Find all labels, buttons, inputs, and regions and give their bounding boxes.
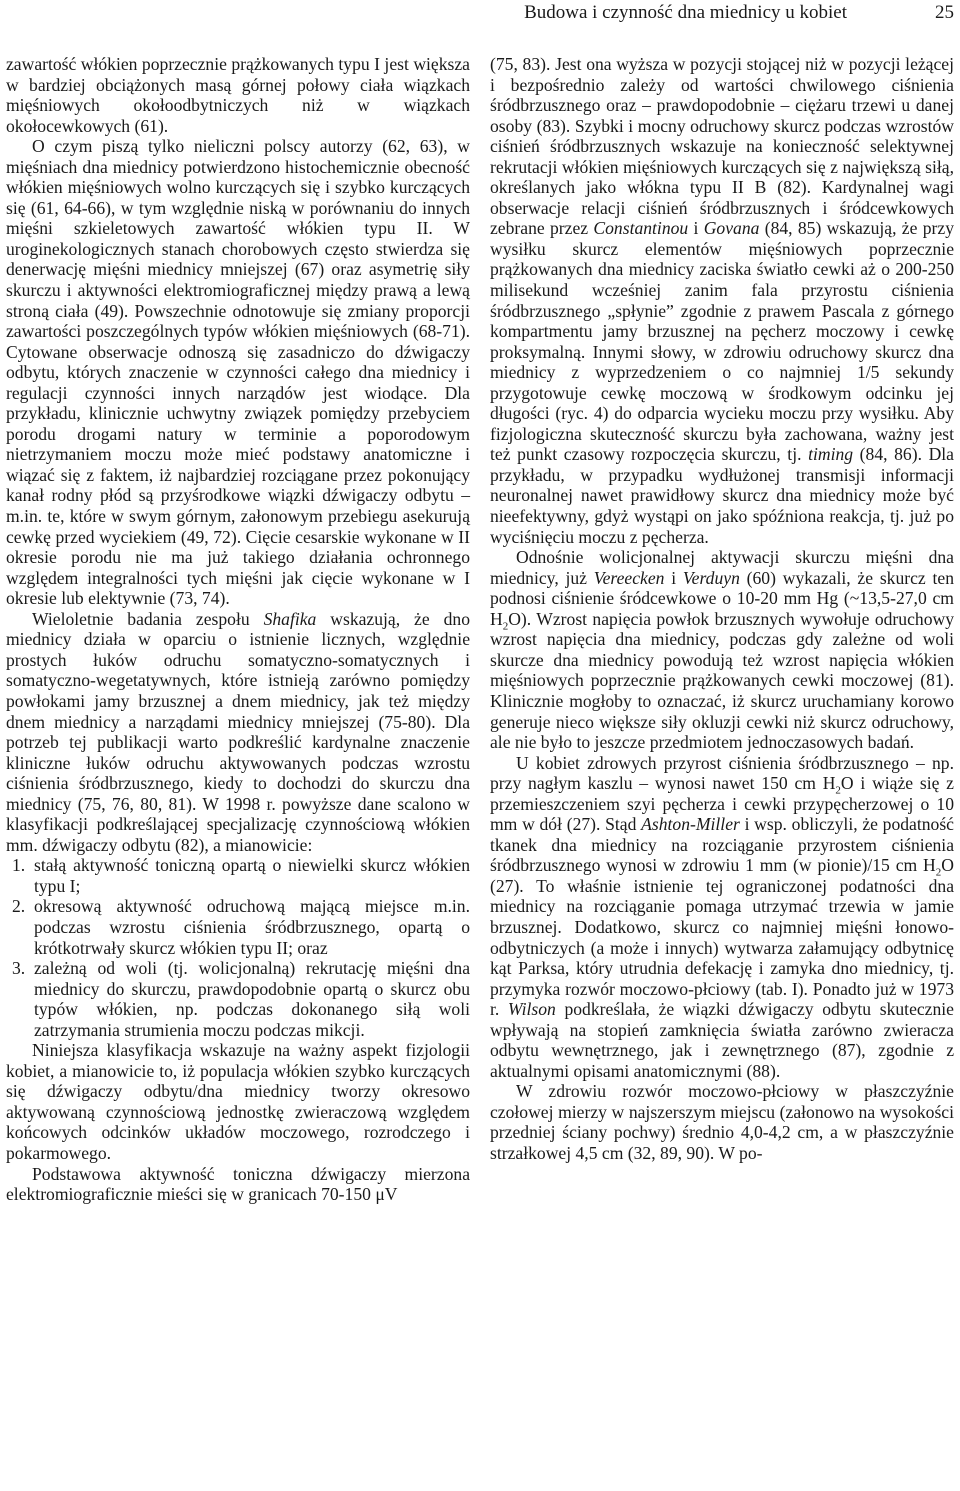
text-run: O). Wzrost napięcia powłok brzusznych wywołuje odruchowy wzrost napięcia dna miednicy, podczas gdy zależne od woli skurcze dna miednicy powodują też wzrost napięcia włókien mięśniowych poprzecznie prążkowanych cewki moczowej (81). Klinicznie mogłoby to oznaczać, iż skurcz uruchamiany korowo generuje nieco większe siły okluzji cewki niż skurcz odruchowy, ale nie było to jeszcze przedmiotem jednoczasowych badań. xyxy=(490,608,954,753)
list-item-text: okresową aktywność odruchową mającą miejsce m.in. podczas wzrostu ciśnienia śródbrzusznego, opartą o krótkotrwały skurcz włókien typu II; oraz xyxy=(34,896,470,958)
paragraph xyxy=(6,609,470,856)
author-name: Verduyn xyxy=(682,567,740,588)
text-run: U kobiet zdrowych przyrost ciśnienia śródbrzusznego – np. przy nagłym kaszlu – wynosi nawet 150 cm H xyxy=(490,752,954,794)
text-run: i wsp. obliczyli, że podatność tkanek dna miednicy na rozciąganie przyrostem ciśnienia śródbrzusznego wynosi w zdrowiu 1 mm (w pionie)/15 cm H xyxy=(490,814,954,876)
page-header xyxy=(0,2,960,26)
subscript: 2 xyxy=(935,866,942,879)
paragraph: Niniejsza klasyfikacja wskazuje na ważny aspekt fizjologii kobiet, a mianowicie to, iż populacja włókien szybko kurczących się dźwigaczy odbytu/dna miednicy tworzy okresowo aktywowaną czynnościową jednostkę zwieraczową względem końcowych odcinków układów moczowego, rozrodczego i pokarmowego. xyxy=(6,1040,470,1163)
paragraph xyxy=(490,753,954,1082)
term: timing xyxy=(808,444,854,465)
list-number: 2. xyxy=(12,896,26,917)
list-item xyxy=(6,958,470,1040)
text-run: (84, 85) wskazują, że przy wysiłku skurcz elementów mięśniowych poprzecznie prążkowanych dna miednicy zaciska światło cewki aż o 200-250 milisekund wcześniej zanim fala przyrostu ciśnienia śródbrzusznego „spłynie” zgodnie z prawem Pascala z górnego kompartmentu jamy brzusznej na pęcherz moczowy i cewkę proksymalną. Innymi słowy, w zdrowiu odruchowy skurcz dna miednicy z wyprzedzeniem o co najmniej 1/5 sekundy przygotowuje cewkę moczową w środkowym odcinku jej długości (ryc. 4) do odparcia wycieku moczu przy wysiłku. Aby fizjologiczna skuteczność skurczu była zachowana, ważny jest też punkt czasowy rozpoczęcia skurczu, tj. xyxy=(490,218,954,465)
text-run: O i wiąże się z przemieszczeniem szyi pęcherza i cewki przypęcherzowej o 10 mm w dół (27). Stąd xyxy=(490,773,954,835)
list-item xyxy=(6,896,470,958)
list-item-text: zależną od woli (tj. wolicjonalną) rekrutację mięśni dna miednicy do skurczu, prawdopodobnie opartą o skurcz obu typów włókien, np. podczas dokonanego siłą woli zatrzymania strumienia moczu podczas mikcji. xyxy=(34,958,470,1040)
author-name: Wilson xyxy=(507,999,556,1020)
paragraph xyxy=(490,547,954,752)
subscript: 2 xyxy=(835,784,841,797)
list-item xyxy=(6,855,470,896)
author-name: Ashton-Miller xyxy=(641,814,740,835)
numbered-list xyxy=(6,855,470,1040)
text-run: Odnośnie wolicjonalnej aktywacji skurczu mięśni dna miednicy, już xyxy=(490,547,954,588)
text-run: O (27). To właśnie istnienie tej ograniczonej podatności dna miednicy na rozciąganie pomaga utrzymać trzewia w jamie brzusznej. Dodatkowo, skurcz co najmniej mięśni łonowo-odbytniczych (a może i innych) wytwarza załamujący odbytnicę kąt Parksa, który utrudnia defekację i zamyka dno miednicy, tj. przymyka rozwór moczowo-płciowy (tab. I). Ponadto już w 1973 r. xyxy=(490,855,954,1020)
list-item-text: stałą aktywność toniczną opartą o niewielki skurcz włókien typu I; xyxy=(34,855,470,896)
page-number: 25 xyxy=(935,2,954,23)
text-run: i xyxy=(688,218,704,239)
text-run: i xyxy=(664,567,683,588)
text-run: wskazują, że dno miednicy działa w oparciu o istnienie licznych, względnie prostych łuków odruchu somatyczno-somatycznych i somatyczno-wegetatywnych, które istnieją zarówno pomiędzy powłokami jamy brzusznej a dnem miednicy, jak też między dnem miednicy a narządami miednicy mniejszej (75-80). Dla potrzeb tej publikacji warto podkreślić kardynalne znaczenie kliniczne łuków odruchu aktywowanych podczas wzrostu ciśnienia śródbrzusznego, kiedy to dochodzi do skurczu dna miednicy (75, 76, 80, 81). W 1998 r. powyższe dane scalono w klasyfikacji podkreślającej specjalizację czynnościową włókien mm. dźwigaczy odbytu (82), a mianowicie: xyxy=(6,608,470,855)
left-column xyxy=(6,54,470,1205)
list-number: 3. xyxy=(12,958,26,979)
text-run: (60) wykazali, że skurcz ten podnosi ciśnienie śródcewkowe o 10-20 mm Hg (~13,5-27,0 cm H xyxy=(490,567,955,629)
right-column xyxy=(490,54,954,1164)
author-name: Constantinou xyxy=(593,218,689,239)
author-name: Govana xyxy=(703,218,760,239)
paragraph: W zdrowiu rozwór moczowo-płciowy w płaszczyźnie czołowej mierzy w najszerszym miejscu (załonowo na wysokości przedniej ściany pochwy) średnio 4,0-4,2 cm, a w płaszczyźnie strzałkowej 4,5 cm (32, 89, 90). W po- xyxy=(490,1081,954,1163)
paragraph: Podstawowa aktywność toniczna dźwigaczy mierzona elektromiograficznie mieści się w granicach 70-150 μV xyxy=(6,1163,470,1205)
author-name: Vereecken xyxy=(593,567,665,588)
text-run: (75, 83). Jest ona wyższa w pozycji stojącej niż w pozycji leżącej i bezpośrednio zależy od wartości chwilowego ciśnienia śródbrzusznego oraz – prawdopodobnie – ciężaru trzewi u danej osoby (83). Szybki i mocny odruchowy skurcz podczas wzrostów ciśnień śródbrzusznych wskazuje na konieczność selektywnej rekrutacji włókien mięśniowych kurczących się z największą siłą, określanych jako włókna typu II B (82). Kardynalnej wagi obserwacje relacji ciśnień śródbrzusznych i śródcewkowych zebrane przez xyxy=(490,54,954,239)
subscript: 2 xyxy=(502,620,509,633)
author-name: Shafika xyxy=(263,608,317,629)
text-run: Wieloletnie badania zespołu xyxy=(32,608,264,629)
paragraph: O czym piszą tylko nieliczni polscy autorzy (62, 63), w mięśniach dna miednicy potwierdzono histochemicznie obecność włókien mięśniowych wolno kurczących się i szybko kurczących się (61, 64-66), w tym względnie niską w porównaniu do innych mięśni szkieletowych zawartość włókien typu II. W uroginekologicznych stanach chorobowych często stwierdza się denerwację mięśni miednicy mniejszej (67) oraz asymetrię siły skurczu i aktywności elektromiograficznej między prawą a lewą stroną ciała (49). Powszechnie odnotowuje się zmiany proporcji zawartości poszczególnych typów włókien mięśniowych (68-71). Cytowane obserwacje odnoszą się zasadniczo do dźwigaczy odbytu, których znaczenie w czynności całego dna miednicy i regulacji czynności innych narządów jest wiodące. Dla przykładu, klinicznie uchwytny związek pomiędzy przebyciem porodu drogami natury w terminie a poporodowym nietrzymaniem moczu może mieć podstawy anatomiczne i wiązać się z faktem, iż najbardziej rozciągane przez pokonujący kanał rodny płód są przyśrodkowe wiązki dźwigaczy odbytu – m.in. te, które w swym górnym, załonowym przebiegu asekurują cewkę przed wyciekiem (49, 72). Cięcie cesarskie wykonane w II okresie porodu nie ma już takiego działania ochronnego względem integralności tych mięśni jak cięcie wykonane w I okresie lub elektywnie (73, 74). xyxy=(6,136,470,609)
running-title: Budowa i czynność dna miednicy u kobiet xyxy=(524,2,847,23)
paragraph xyxy=(490,54,954,547)
list-number: 1. xyxy=(12,855,26,876)
paragraph: zawartość włókien poprzecznie prążkowanych typu I jest większa w bardziej obciążonych masą górnej połowy ciała wiązkach mięśniowych okołoodbytniczych niż w wiązkach okołocewkowych (61). xyxy=(6,54,470,136)
text-run: podkreślała, że wiązki dźwigaczy odbytu skutecznie wpływają na stopień zamknięcia światła zarówno zwieracza odbytu wewnętrznego, jak i zewnętrznego (87), zgodnie z aktualnymi opisami anatomicznymi (88). xyxy=(490,999,954,1081)
text-run: (84, 86). Dla przykładu, w przypadku wydłużonej transmisji informacji neuronalnej nawet prawidłowy skurcz dna miednicy może być nieefektywny, gdyż wystąpi on jako spóźniona reakcja, tj. już po wyciśnięciu moczu z pęcherza. xyxy=(490,444,954,547)
